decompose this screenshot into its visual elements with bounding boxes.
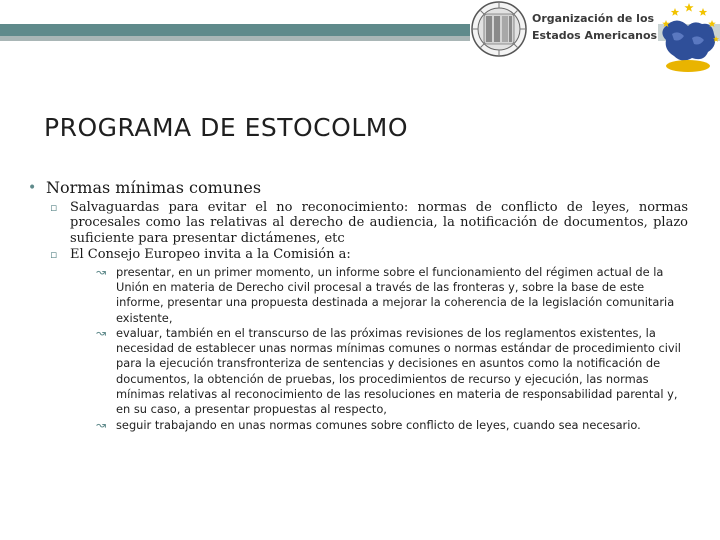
wave-arrow-icon: ↝ [96, 417, 107, 432]
list-item-text: seguir trabajando en unas normas comunes sobre conflicto de leyes, cuando sea necesario. [116, 417, 641, 432]
square-bullet-icon: ▫ [50, 248, 58, 262]
header-bar-shadow [0, 36, 470, 41]
eu-stars-map-icon [658, 0, 720, 74]
sub-list [28, 200, 688, 263]
list-item [28, 200, 688, 246]
logo-text [532, 10, 658, 44]
list-item-text: presentar, en un primer momento, un informe sobre el funcionamiento del régimen actual de la Unión en materia de Derecho civil procesal a través de las fronteras y, sobre la base de este informe, presentar una propuesta destinada a mejorar la coherencia de la legislación comunitaria existente, [116, 264, 675, 325]
list-item [28, 178, 688, 198]
wave-arrow-icon: ↝ [96, 325, 107, 340]
oas-seal-icon [470, 0, 528, 58]
list-item-text: Salvaguardas para evitar el no reconocimiento: normas de conflicto de leyes, normas procesales como las relativas al derecho de audiencia, la notificación de documentos, plazo suficiente para presentar dictámenes, etc [70, 200, 688, 246]
list-item-text: Normas mínimas comunes [46, 178, 262, 197]
square-bullet-icon: ▫ [50, 201, 58, 214]
list-item [28, 247, 688, 262]
list-item [28, 326, 688, 418]
nested-list [28, 265, 688, 433]
logo-line-2: Estados Americanos [532, 29, 658, 42]
wave-arrow-icon: ↝ [96, 264, 107, 279]
list-item [28, 418, 688, 433]
list-item-text: El Consejo Europeo invita a la Comisión a: [70, 247, 351, 263]
header-bar [0, 24, 470, 36]
list-item-text: evaluar, también en el transcurso de las próximas revisiones de los reglamentos existentes, la necesidad de establecer unas normas mínimas comunes o normas estándar de procedimiento civil para la ejecución transfronteriza de sentencias y decisiones en asuntos como la notificación de documentos, la obtención de pruebas, los procedimientos de recurso y ejecución, las normas mínimas relativas al reconocimiento de las resoluciones en materia de responsabilidad parental y, en su caso, a presentar propuestas al respecto, [116, 325, 681, 417]
bullet-marker: • [28, 180, 37, 196]
slide-title: PROGRAMA DE ESTOCOLMO [44, 113, 408, 142]
logo-line-1: Organización de los [532, 12, 655, 25]
list-item [28, 265, 688, 326]
content-area [28, 178, 688, 433]
